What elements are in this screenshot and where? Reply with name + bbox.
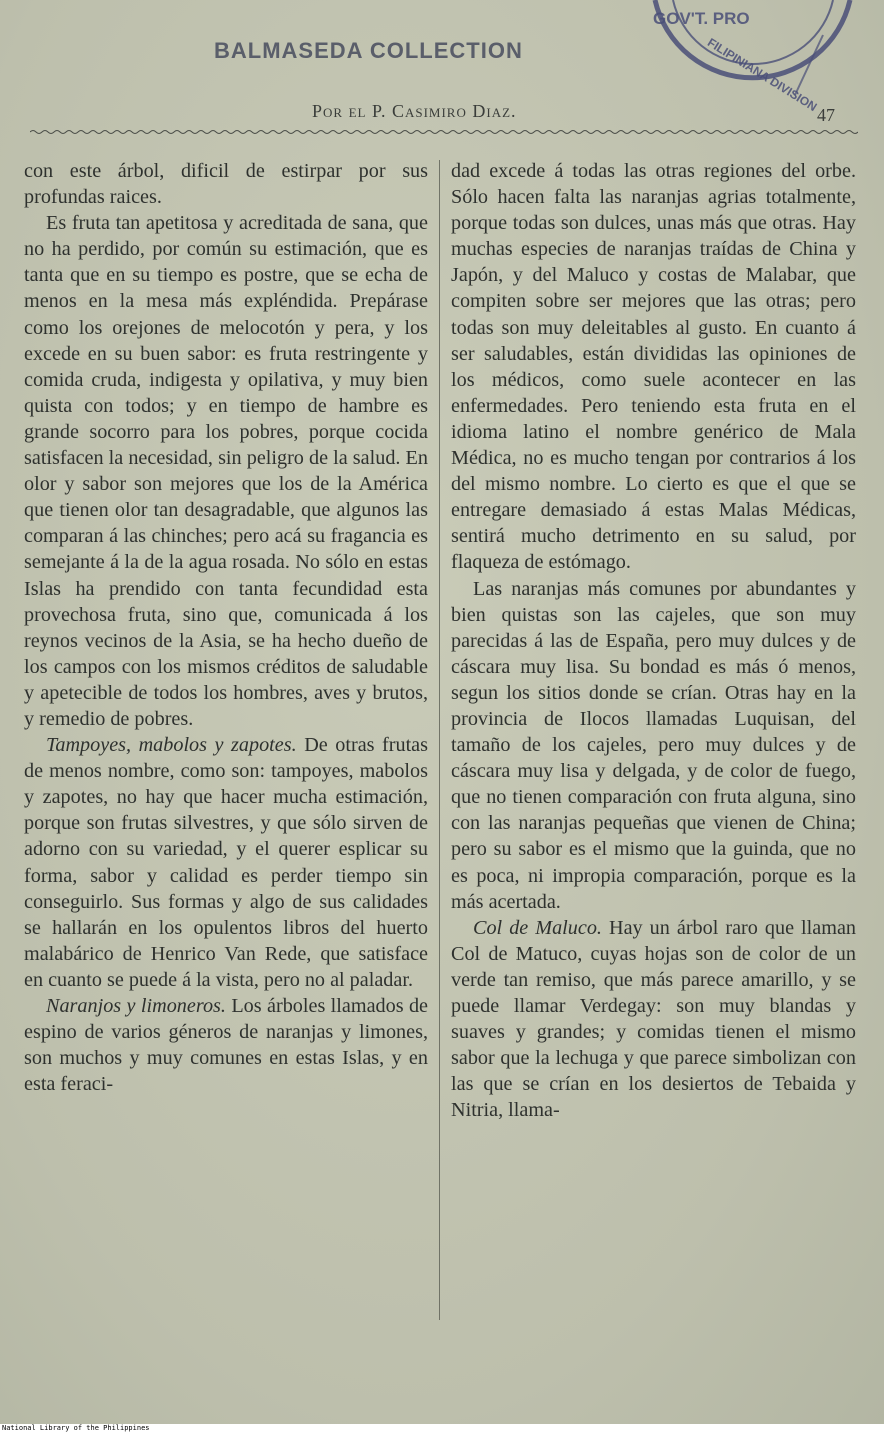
section-heading: Col de Maluco. [473, 916, 602, 939]
footer [0, 1424, 884, 1433]
paragraph [24, 993, 428, 1097]
footer-credit: National Library of the Philippines [2, 1424, 150, 1432]
paragraph [24, 210, 428, 732]
section-heading: Naranjos y limoneros. [46, 995, 226, 1017]
paragraph [451, 158, 856, 576]
svg-text:GOV'T. PRO: GOV'T. PRO [653, 9, 750, 28]
running-head: Por el P. Casimiro Diaz. [312, 101, 517, 121]
paragraph [451, 576, 856, 915]
column-right [451, 158, 856, 1123]
paragraph-text: Hay un árbol raro que llaman Col de Matuco, cuyas hojas son de color de un verde tan remiso, que más parece amarillo, y se puede llamar Verdegay: son muy blandas y suaves y grandes; y comidas tienen el mismo sabor que la lechuga y que parece simbolizan con las que se crían en los desiertos de Tebaida y Nitria, llama- [451, 916, 856, 1122]
paragraph [24, 158, 428, 210]
paragraph [24, 732, 428, 993]
column-divider [439, 160, 440, 1320]
column-left [24, 158, 428, 1097]
section-heading: Tampoyes, mabolos y zapotes. [46, 734, 297, 757]
paragraph-text: dad excede á todas las otras regiones del orbe. Sólo hacen falta las naranjas agrias totalmente, porque todas son dulces, unas más que otras. Hay muchas especies de naranjas traídas de China y Japón, y del Maluco y costas de Malabar, que compiten sobre ser mejores que las otras; pero todas son muy deleitables al gusto. En cuanto á ser saludables, están divididas las opiniones de los médicos, como suele acontecer en las enfermedades. Pero teniendo esta fruta en el idioma latino el nombre genérico de Mala Médica, no es mucho tengan por contrarios á los del mismo nombre. Lo cierto es que el que se entregare demasiado á estas Malas Médicas, sentirá mucho detrimento en su salud, por flaqueza de estómago. [451, 160, 856, 574]
paragraph [451, 915, 856, 1124]
page-number: 47 [817, 105, 835, 125]
paragraph-text: Las naranjas más comunes por abundantes y bien quistas son las cajeles, que son muy parecidas á las de España, pero muy dulces y de cáscara muy lisa. Su bondad es más ó menos, segun los sitios donde se crían. Otras hay en la provincia de Ilocos llamadas Luquisan, del tamaño de los cajeles, pero muy dulces y de cáscara muy lisa y delgada, y de color de fuego, que no tienen comparación con fruta alguna, sino con las naranjas pequeñas que vienen de China; pero su sabor es el mismo que la guinda, que no es poca, ni impropia comparación, porque es la más acertada. [451, 577, 856, 913]
paragraph-text: De otras frutas de menos nombre, como son: tampoyes, mabolos y zapotes, no hay que hacer mucha estimación, porque son frutas silvestres, y que sólo sirven de adorno con su variedad, y el querer esplicar su forma, sabor y calidad es perder tiempo sin conseguirlo. Sus formas y algo de sus calidades se hallarán en los opulentos libros del huerto malabárico de Henrico Van Rede, que satisface en cuanto se puede á la vista, pero no al paladar. [24, 734, 429, 991]
svg-text:FILIPINIANA DIVISION: FILIPINIANA DIVISION [705, 35, 820, 115]
paragraph-text: Es fruta tan apetitosa y acreditada de sana, que no ha perdido, por común su estimación, que es tanta que en su tiempo es postre, que se echa de menos en la mesa más expléndida. Prepárase como los orejones de melocotón y pera, y los excede en su buen sabor: es fruta restringente y comida cruda, indigesta y opilativa, y muy bien quista con todos; y en tiempo de hambre es grande socorro para los pobres, porque cocida satisfacen la necesidad, sin peligro de la salud. En olor y sabor son mejores que los de la América que tienen olor tan desagradable, que algunos las comparan á las chinches; pero acá su fragancia es semejante á la de la agua rosada. No sólo en estas Islas ha prendido con tanta fecundidad esta provechosa fruta, sino que, comunicada á los reynos vecinos de la Asia, se ha hecho dueño de los campos con los mismos créditos de saludable y apetecible de todos los hombres, aves y brutos, y remedio de pobres. [24, 212, 428, 730]
paragraph-text: Los árboles llamados de espino de varios géneros de naranjas y limones, son muchos y muy comunes en estas Islas, y en esta feraci- [24, 995, 429, 1096]
paragraph-text: con este árbol, dificil de estirpar por sus profundas raices. [24, 160, 428, 209]
collection-label: BALMASEDA COLLECTION [214, 38, 523, 63]
header-rule [30, 128, 858, 136]
